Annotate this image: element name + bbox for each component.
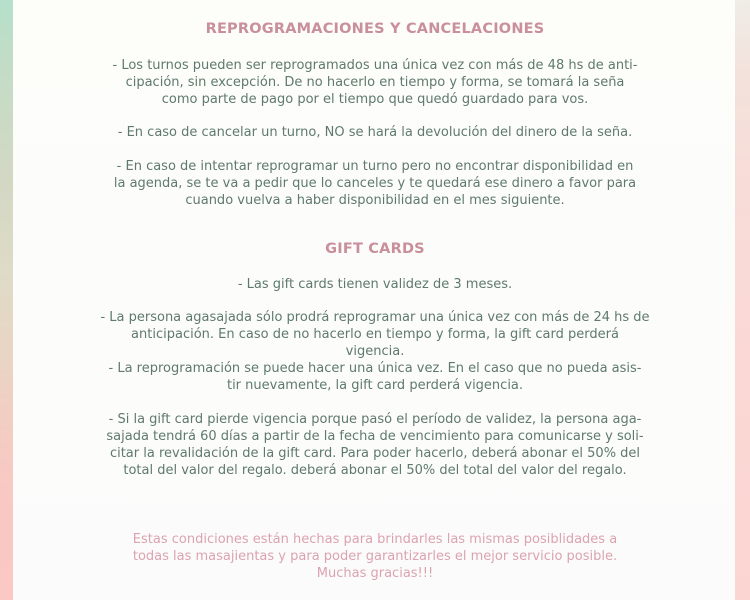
section-title-reprogramaciones: REPROGRAMACIONES Y CANCELACIONES <box>205 21 545 37</box>
text-line: cipación, sin excepción. De no hacerlo en tiempo y forma, se tomará la seña <box>125 75 625 90</box>
right-gradient-strip <box>735 0 750 600</box>
text-line: - Las gift cards tienen validez de 3 meses. <box>237 277 513 292</box>
gift-item-3 <box>100 360 650 394</box>
text-line: tir nuevamente, la gift card perderá vigencia. <box>226 378 524 393</box>
section-title-gift-cards: GIFT CARDS <box>325 241 425 257</box>
text-line: Muchas gracias!!! <box>316 566 434 581</box>
text-line: como parte de pago por el tiempo que quedó guardado para vos. <box>161 92 589 107</box>
closing-note <box>100 531 650 582</box>
text-line: - La reprogramación se puede hacer una única vez. En el caso que no pueda asis- <box>108 361 642 376</box>
text-line: - En caso de cancelar un turno, NO se hará la devolución del dinero de la seña. <box>117 125 633 140</box>
reprog-item-3 <box>100 158 650 209</box>
reprog-item-1 <box>100 57 650 108</box>
text-line: - Si la gift card pierde vigencia porque pasó el período de validez, la persona aga- <box>108 412 642 427</box>
left-gradient-strip <box>0 0 13 600</box>
reprog-item-2 <box>100 124 650 141</box>
text-line: citar la revalidación de la gift card. Para poder hacerlo, deberá abonar el 50% del <box>109 446 641 461</box>
text-line: todas las masajientas y para poder garantizarles el mejor servicio posible. <box>132 549 618 564</box>
text-line: Estas condiciones están hechas para brindarles las mismas posiblidades a <box>132 532 618 547</box>
text-line: - La persona agasajada sólo prodrá reprogramar una única vez con más de 24 hs de <box>100 310 650 325</box>
text-line: la agenda, se te va a pedir que lo canceles y te quedará ese dinero a favor para <box>113 176 637 191</box>
text-line: - Los turnos pueden ser reprogramados una única vez con más de 48 hs de anti- <box>112 58 638 73</box>
text-line: anticipación. En caso de no hacerlo en tiempo y forma, la gift card perderá vigencia. <box>131 327 619 359</box>
text-line: sajada tendrá 60 días a partir de la fecha de vencimiento para comunicarse y soli- <box>106 429 644 444</box>
text-line: - En caso de intentar reprogramar un turno pero no encontrar disponibilidad en <box>116 159 634 174</box>
text-line: total del valor del regalo. deberá abonar el 50% del total del valor del regalo. <box>123 463 627 478</box>
gift-item-1 <box>100 276 650 293</box>
gift-item-4 <box>100 411 650 479</box>
text-line: cuando vuelva a haber disponibilidad en el mes siguiente. <box>185 193 565 208</box>
gift-item-2 <box>100 309 650 360</box>
